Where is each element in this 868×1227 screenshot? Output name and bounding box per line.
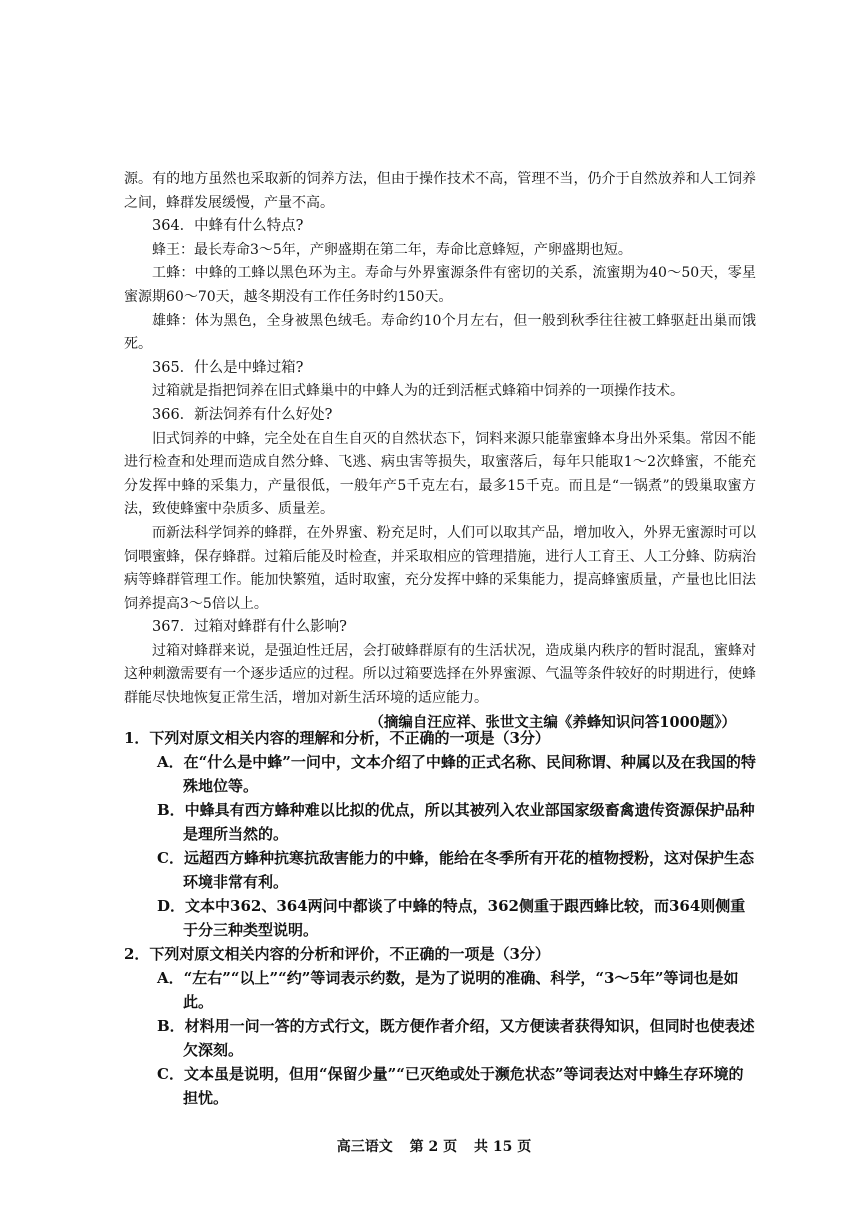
- question-1-option-c: C．远超西方蜂种抗寒抗敌害能力的中蜂，能给在冬季所有开花的植物授粉，这对保护生态环境非常有利。: [157, 849, 754, 891]
- heading-364: 364．中蜂有什么特点?: [152, 218, 304, 235]
- questions-section: [124, 726, 756, 1110]
- paragraph-queen-bee: 蜂王：最长寿命3～5年，产卵盛期在第二年，寿命比意蜂短，产卵盛期也短。: [152, 241, 632, 258]
- page-footer: [0, 1136, 868, 1156]
- question-2-title: 2．下列对原文相关内容的分析和评价，不正确的一项是（3分）: [124, 945, 550, 963]
- footer-page-number: 第 2 页: [409, 1139, 458, 1155]
- article-body: [124, 168, 756, 734]
- paragraph-drone-bee: 雄蜂：体为黑色，全身被黑色绒毛。寿命约10个月左右，但一般到秋季往往被工蜂驱赶出巢而饿死。: [124, 312, 756, 353]
- paragraph-new-method: 而新法科学饲养的蜂群，在外界蜜、粉充足时，人们可以取其产品，增加收入，外界无蜜源时可以饲喂蜜蜂，保存蜂群。过箱后能及时检查，并采取相应的管理措施，进行人工育王、人工分蜂、防病治病等蜂群管理工作。能加快繁殖，适时取蜜，充分发挥中蜂的采集能力，提高蜂蜜质量，产量也比旧法饲养提高3～5倍以上。: [124, 524, 756, 612]
- paragraph-old-method: 旧式饲养的中蜂，完全处在自生自灭的自然状态下，饲料来源只能靠蜜蜂本身出外采集。常因不能进行检查和处理而造成自然分蜂、飞逃、病虫害等损失，取蜜落后，每年只能取1～2次蜂蜜，不能充分发挥中蜂的采集力，产量很低，一般年产5千克左右，最多15千克。而且是“一锅煮”的毁巢取蜜方法，致使蜂蜜中杂质多、质量差。: [124, 430, 756, 518]
- heading-365: 365．什么是中蜂过箱?: [152, 359, 304, 376]
- question-1-option-a: A．在“什么是中蜂”一问中，文本介绍了中蜂的正式名称、民间称谓、种属以及在我国的特殊地位等。: [157, 753, 756, 795]
- question-1-option-d: D．文本中362、364两问中都谈了中蜂的特点，362侧重于跟西蜂比较，而364则侧重于分三种类型说明。: [157, 897, 746, 939]
- paragraph-continuation: 源。有的地方虽然也采取新的饲养方法，但由于操作技术不高，管理不当，仍介于自然放养和人工饲养之间，蜂群发展缓慢，产量不高。: [124, 171, 756, 211]
- question-2-option-c: C．文本虽是说明，但用“保留少量”“已灭绝或处于濒危状态”等词表达对中蜂生存环境的担忧。: [157, 1065, 744, 1107]
- heading-367: 367．过箱对蜂群有什么影响?: [152, 619, 347, 636]
- heading-366: 366．新法饲养有什么好处?: [152, 406, 333, 423]
- question-1-title: 1．下列对原文相关内容的理解和分析，不正确的一项是（3分）: [124, 729, 550, 747]
- question-1-option-b: B．中蜂具有西方蜂种难以比拟的优点，所以其被列入农业部国家级畜禽遗传资源保护品种是理所当然的。: [157, 801, 755, 843]
- footer-total-pages: 共 15 页: [474, 1139, 532, 1155]
- source-citation: （摘编自汪应祥、张世文主编《养蜂知识问答1000题》）: [369, 713, 736, 731]
- paragraph-worker-bee: 工蜂：中蜂的工蜂以黑色环为主。寿命与外界蜜源条件有密切的关系，流蜜期为40～50天，零星蜜源期60～70天，越冬期没有工作任务时约150天。: [124, 265, 756, 305]
- paragraph-transfer-effect: 过箱对蜂群来说，是强迫性迁居，会打破蜂群原有的生活状况，造成巢内秩序的暂时混乱，蜜蜂对这种刺激需要有一个逐步适应的过程。所以过箱要选择在外界蜜源、气温等条件较好的时期进行，使蜂群能尽快地恢复正常生活，增加对新生活环境的适应能力。: [124, 642, 756, 707]
- paragraph-transfer-definition: 过箱就是指把饲养在旧式蜂巢中的中蜂人为的迁到活框式蜂箱中饲养的一项操作技术。: [152, 383, 684, 400]
- question-2-option-b: B．材料用一问一答的方式行文，既方便作者介绍，又方便读者获得知识，但同时也使表述欠深刻。: [157, 1017, 755, 1059]
- footer-subject: 高三语文: [336, 1139, 393, 1155]
- question-2-option-a: A．“左右”“以上”“约”等词表示约数，是为了说明的准确、科学，“3～5年”等词也是如此。: [157, 969, 739, 1011]
